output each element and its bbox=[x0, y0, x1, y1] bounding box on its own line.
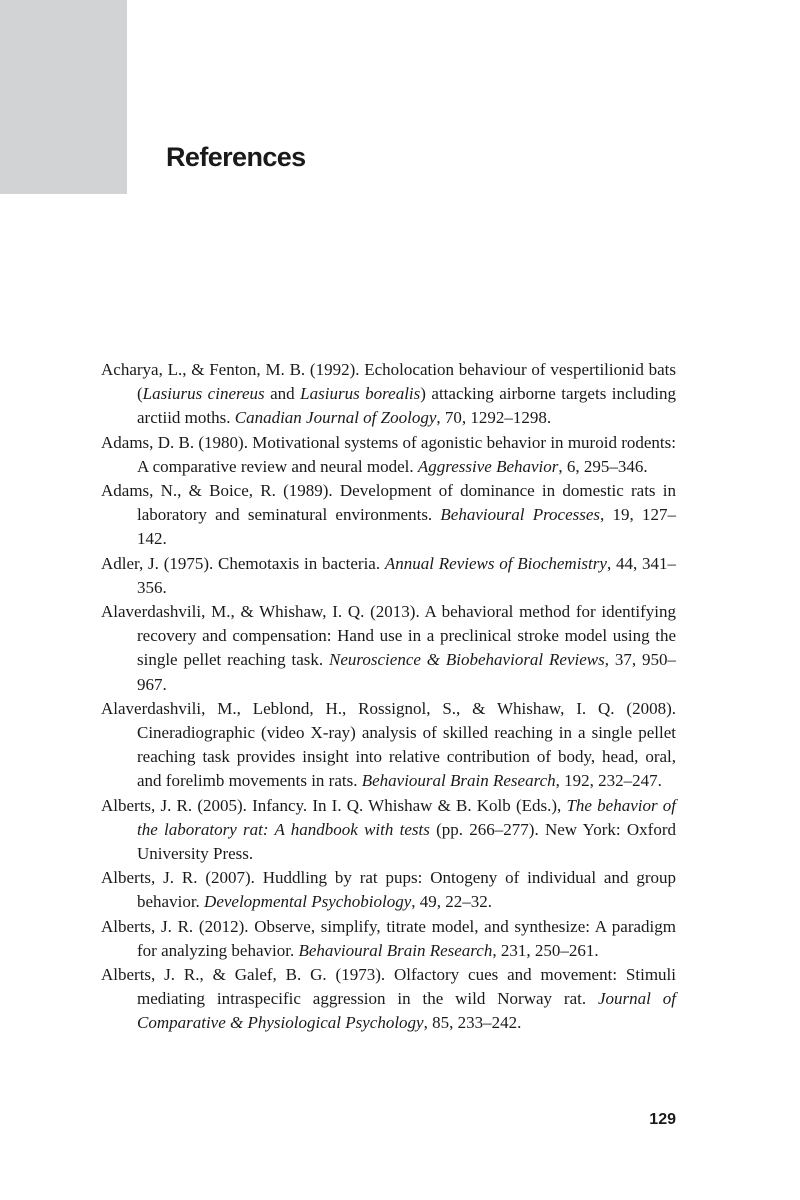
reference-entry: Alberts, J. R. (2007). Huddling by rat pups: Ontogeny of individual and group behavior. Developmental Psychobiology, 49, 22–32. bbox=[101, 868, 676, 912]
reference-entry: Adler, J. (1975). Chemotaxis in bacteria. Annual Reviews of Biochemistry, 44, 341–356. bbox=[101, 553, 676, 597]
corner-decoration bbox=[0, 0, 127, 194]
reference-entry: Alberts, J. R. (2012). Observe, simplify, titrate model, and synthesize: A paradigm for analyzing behavior. Behavioural Brain Research, 231, 250–261. bbox=[101, 916, 676, 960]
reference-entry: Alberts, J. R. (2005). Infancy. In I. Q. Whishaw & B. Kolb (Eds.), The behavior of the laboratory rat: A handbook with tests (pp. 266–277). New York: Oxford University Press. bbox=[101, 795, 676, 864]
page-title: References bbox=[166, 142, 306, 172]
reference-entry: Alberts, J. R., & Galef, B. G. (1973). Olfactory cues and movement: Stimuli mediating intraspecific aggression in the wild Norway rat. Journal of Comparative & Physiological Psychology, 85, 233–242. bbox=[101, 965, 676, 1033]
reference-entry: Adams, D. B. (1980). Motivational systems of agonistic behavior in muroid rodents: A comparative review and neural model. Aggressive Behavior, 6, 295–346. bbox=[101, 432, 676, 476]
page-number: 129 bbox=[649, 1111, 676, 1128]
reference-list bbox=[101, 358, 676, 1036]
reference-entry: Adams, N., & Boice, R. (1989). Development of dominance in domestic rats in laboratory and seminatural environments. Behavioural Processes, 19, 127–142. bbox=[101, 481, 677, 549]
reference-entry: Acharya, L., & Fenton, M. B. (1992). Echolocation behaviour of vespertilionid bats (Lasiurus cinereus and Lasiurus borealis) attacking airborne targets including arctiid moths. Canadian Journal of Zoology, 70, 1292–1298. bbox=[101, 360, 677, 428]
reference-entry: Alaverdashvili, M., & Whishaw, I. Q. (2013). A behavioral method for identifying recovery and compensation: Hand use in a preclinical stroke model using the single pellet reaching task. Neuroscience & Biobehavioral Reviews, 37, 950–967. bbox=[101, 602, 676, 694]
reference-entry: Alaverdashvili, M., Leblond, H., Rossignol, S., & Whishaw, I. Q. (2008). Cineradiographic (video X-ray) analysis of skilled reaching in a single pellet reaching task provides insight into relative contribution of body, head, oral, and forelimb movements in rats. Behavioural Brain Research, 192, 232–247. bbox=[101, 698, 676, 791]
